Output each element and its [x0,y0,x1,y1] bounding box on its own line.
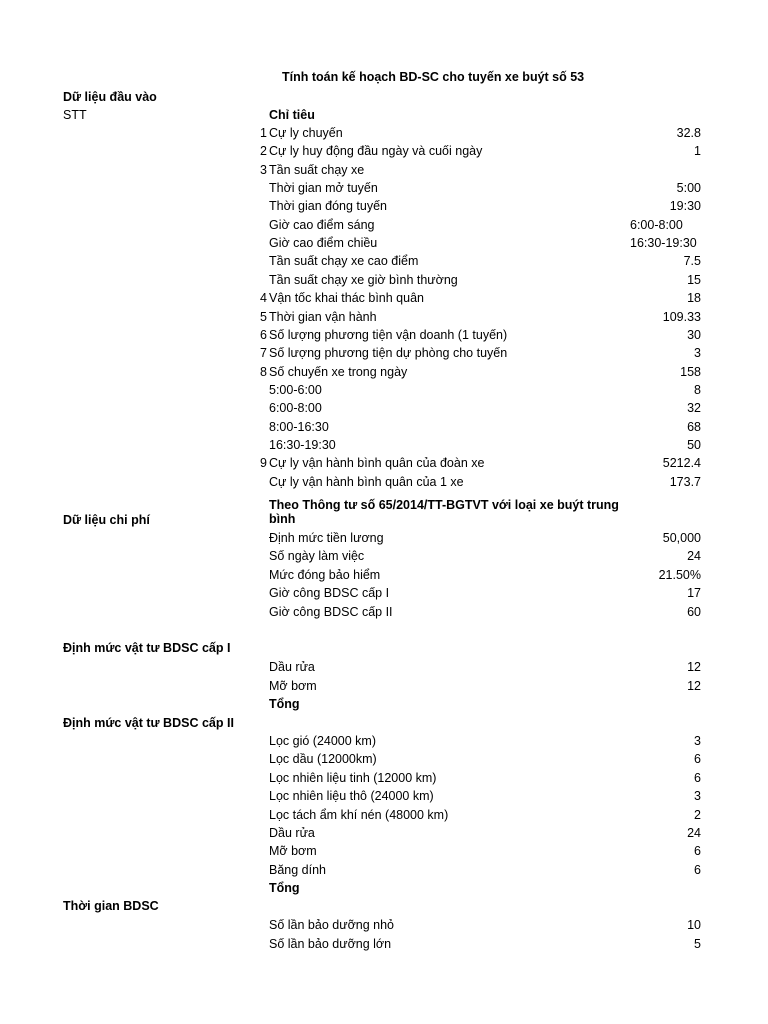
row-label: Giờ cao điểm chiều [269,236,378,251]
row-value: 21.50% [658,567,701,582]
row-number: 5 [260,309,267,324]
row-value: 6 [694,844,701,859]
section-input-label: Dữ liệu đầu vào [63,90,157,104]
column-header-chi-tieu: Chỉ tiêu [269,108,315,122]
material1-total-label: Tổng [269,697,300,711]
row-value: 32 [687,401,701,416]
row-label: Số chuyến xe trong ngày [269,364,408,379]
row-label: 5:00-6:00 [269,382,322,397]
row-value: 50 [687,437,701,452]
row-value: 3 [694,789,701,804]
row-value: 15 [687,272,701,287]
row-label: Số ngày làm việc [269,549,365,564]
row-label: Tần suất chạy xe giờ bình thường [269,272,458,287]
row-label: Tần suất chạy xe [269,162,365,177]
row-value: 12 [687,660,701,674]
row-value: 8 [694,382,701,397]
row-value: 3 [694,734,701,748]
row-label: Thời gian mở tuyến [269,181,378,196]
row-label: Dầu rửa [269,660,315,674]
row-label: Lọc nhiên liệu tinh (12000 km) [269,770,437,785]
row-label: Giờ công BDSC cấp II [269,604,393,619]
row-label: Cự ly vận hành bình quân của 1 xe [269,474,464,489]
row-label: Cự ly chuyến [269,126,343,140]
row-label: Vận tốc khai thác bình quân [269,291,424,306]
row-label: Số lượng phương tiện vận doanh (1 tuyến) [269,327,508,342]
stt-label: STT [63,108,87,122]
row-value: 109.33 [662,309,701,324]
row-value: 24 [687,826,701,840]
row-label: Số lượng phương tiện dự phòng cho tuyến [269,346,508,361]
row-number: 7 [260,346,267,361]
row-label: Số lần bảo dưỡng lớn [269,936,392,951]
row-value: 50,000 [662,531,701,545]
row-label: Tần suất chạy xe cao điểm [269,254,419,269]
row-value: 173.7 [669,474,701,489]
row-value: 5 [694,936,701,951]
row-label: Giờ cao điểm sáng [269,217,375,232]
row-number: 6 [260,327,267,342]
row-value: 16:30-19:30 [630,236,697,251]
row-label: Giờ công BDSC cấp I [269,586,390,601]
row-label: 16:30-19:30 [269,437,336,452]
page-title: Tính toán kế hoạch BD-SC cho tuyến xe buýt số 53 [282,70,585,84]
row-label: Lọc gió (24000 km) [269,734,377,748]
row-number: 8 [260,364,267,379]
section-time-label: Thời gian BDSC [63,899,159,913]
section-cost-label: Dữ liệu chi phí [63,513,150,527]
row-label: Mức đóng bảo hiểm [269,567,381,582]
material2-total-label: Tổng [269,881,300,895]
row-label: Lọc dầu (12000km) [269,752,377,767]
cost-header-line1: Theo Thông tư số 65/2014/TT-BGTVT với loại xe buýt trung [269,498,619,512]
row-value: 68 [687,419,701,434]
row-value: 5212.4 [662,456,701,471]
row-label: Cự ly huy động đầu ngày và cuối ngày [269,144,483,159]
row-label: 8:00-16:30 [269,419,329,434]
row-label: Lọc tách ẩm khí nén (48000 km) [269,807,449,822]
row-label: 6:00-8:00 [269,401,322,416]
section-material2-label: Định mức vật tư BDSC cấp II [63,716,234,730]
row-number: 9 [260,456,267,471]
row-label: Thời gian vận hành [269,309,377,324]
row-label: Cự ly vận hành bình quân của đoàn xe [269,456,485,471]
row-value: 10 [687,918,701,932]
row-label: Dầu rửa [269,826,315,840]
row-value: 30 [687,327,701,342]
row-value: 5:00 [676,181,701,196]
section-material1-label: Định mức vật tư BDSC cấp I [63,641,231,655]
row-value: 3 [694,346,701,361]
row-number: 1 [260,126,267,140]
row-label: Thời gian đóng tuyến [269,199,387,214]
row-value: 158 [680,364,701,379]
row-value: 6:00-8:00 [630,217,683,232]
row-value: 6 [694,770,701,785]
row-label: Băng dính [269,862,326,877]
cost-header-line2: bình [269,512,296,526]
row-number: 3 [260,162,267,177]
row-label: Mỡ bơm [269,844,317,859]
row-value: 32.8 [676,126,701,140]
row-value: 19:30 [669,199,701,214]
row-value: 2 [694,807,701,822]
row-value: 7.5 [683,254,701,269]
row-value: 6 [694,752,701,767]
row-number: 2 [260,144,267,159]
row-value: 60 [687,604,701,619]
row-value: 6 [694,862,701,877]
row-label: Lọc nhiên liệu thô (24000 km) [269,789,434,804]
row-value: 1 [694,144,701,159]
row-value: 24 [687,549,701,564]
row-number: 4 [260,291,267,306]
row-label: Mỡ bơm [269,678,317,693]
row-value: 17 [687,586,701,601]
row-label: Số lần bảo dưỡng nhỏ [269,918,394,932]
row-value: 18 [687,291,701,306]
row-label: Định mức tiền lương [269,531,384,545]
row-value: 12 [687,678,701,693]
